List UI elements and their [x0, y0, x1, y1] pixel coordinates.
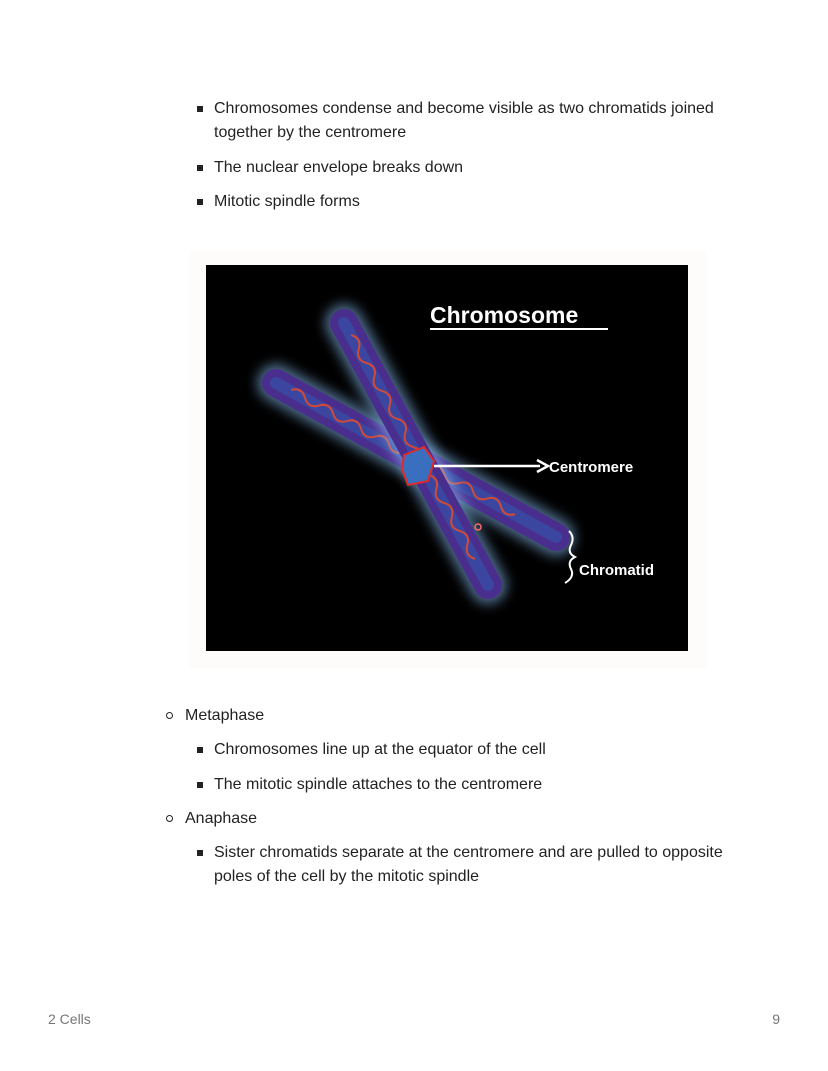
figure-title: Chromosome	[430, 302, 579, 328]
bullet-item: Mitotic spindle forms	[214, 190, 754, 214]
bullet-item: Sister chromatids separate at the centromere and are pulled to opposite poles of the cell by the mitotic spindle	[214, 841, 754, 889]
bullet-item: The nuclear envelope breaks down	[214, 156, 754, 180]
bullet-item: Chromosomes line up at the equator of the cell	[214, 738, 754, 762]
label-chromatid: Chromatid	[579, 562, 654, 579]
footer-section: 2 Cells	[48, 1011, 91, 1027]
bullet-item: The mitotic spindle attaches to the centromere	[214, 773, 754, 797]
list-item-anaphase: Anaphase	[185, 807, 257, 831]
page-number: 9	[772, 1011, 780, 1027]
label-centromere: Centromere	[549, 459, 634, 476]
chromosome-figure	[206, 265, 688, 651]
list-item-metaphase: Metaphase	[185, 704, 264, 728]
bullet-item: Chromosomes condense and become visible as two chromatids joined together by the centromere	[214, 97, 754, 145]
chromosome-diagram	[206, 265, 688, 651]
